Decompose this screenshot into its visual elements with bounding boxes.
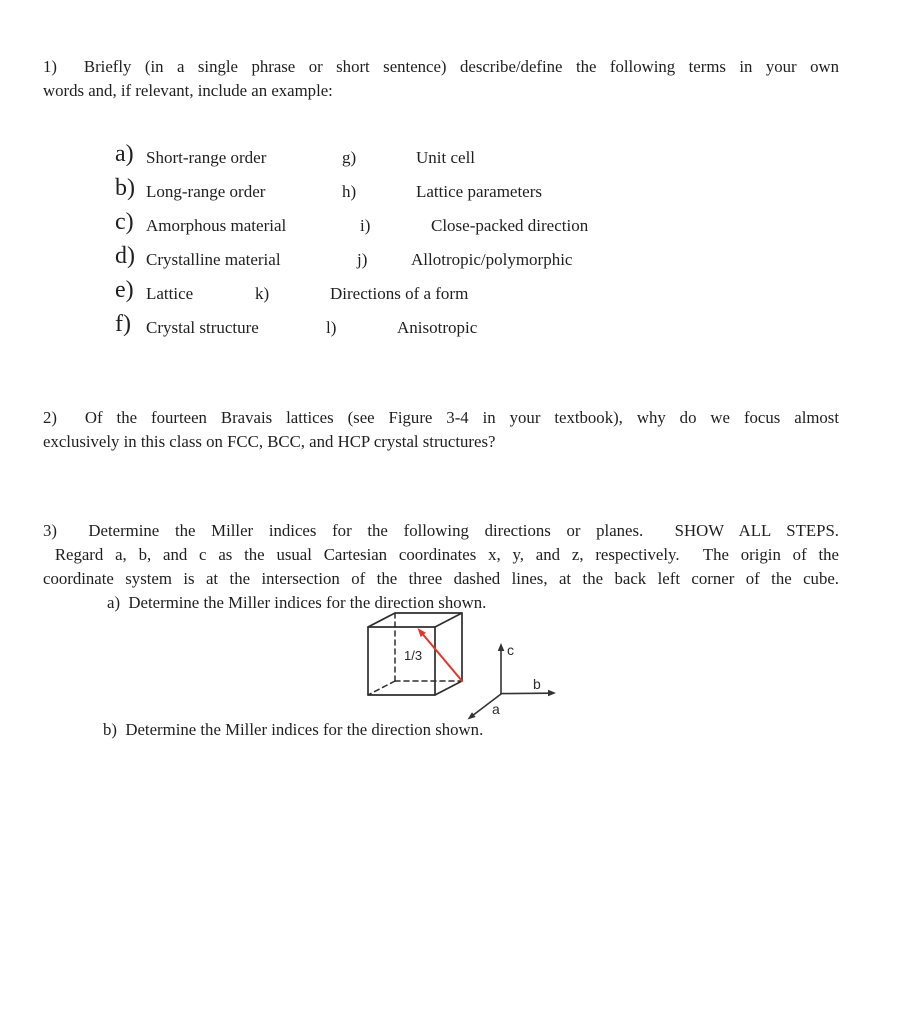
term-label-right: Anisotropic (397, 318, 478, 337)
term-row (0, 310, 907, 344)
question-2-paragraph (43, 406, 839, 454)
term-label-left: Crystal structure (146, 318, 259, 337)
question-3b-line: b) Determine the Miller indices for the direction shown. (103, 720, 484, 739)
direction-arrow-line (423, 635, 462, 682)
term-row (0, 242, 907, 276)
question-2-line-2: exclusively in this class on FCC, BCC, and HCP crystal structures? (43, 432, 496, 451)
term-letter-left: d) (115, 243, 135, 269)
question-2-line-1: 2) Of the fourteen Bravais lattices (see Figure 3-4 in your textbook), why do we focus almost (43, 408, 839, 427)
question-3a-line: a) Determine the Miller indices for the direction shown. (107, 593, 487, 612)
term-label-left: Lattice (146, 284, 194, 303)
question-1-paragraph (43, 55, 839, 103)
axis-c-label: c (507, 642, 514, 658)
term-letter-right: g) (342, 148, 357, 167)
miller-direction-figure (355, 601, 570, 728)
term-label-left: Amorphous material (146, 216, 287, 235)
term-row (0, 174, 907, 208)
question-1-line-1: 1) Briefly (in a single phrase or short sentence) describe/define the following terms in your own (43, 57, 839, 76)
term-label-left: Short-range order (146, 148, 267, 167)
term-letter-right: k) (255, 284, 270, 303)
term-label-right: Unit cell (416, 148, 476, 167)
term-letter-left: a) (115, 141, 134, 167)
term-letter-left: f) (115, 311, 131, 337)
axis-a-label: a (492, 701, 500, 717)
term-label-right: Allotropic/polymorphic (411, 250, 573, 269)
question-3-line-1: 3) Determine the Miller indices for the following directions or planes. SHOW ALL STEPS. (43, 521, 839, 540)
axis-c-arrowhead (498, 643, 505, 651)
question-1-line-2: words and, if relevant, include an example: (43, 81, 333, 100)
term-letter-right: l) (326, 318, 337, 337)
term-row (0, 276, 907, 310)
term-row (0, 208, 907, 242)
question-3-line-3: coordinate system is at the intersection of the three dashed lines, at the back left corner of the cube. (43, 569, 839, 588)
term-letter-left: c) (115, 209, 134, 235)
term-letter-right: j) (357, 250, 368, 269)
axis-b-arrowhead (548, 690, 556, 697)
term-label-left: Long-range order (146, 182, 266, 201)
term-label-right: Close-packed direction (431, 216, 589, 235)
axis-b-label: b (533, 676, 541, 692)
term-row (0, 140, 907, 174)
term-label-left: Crystalline material (146, 250, 281, 269)
term-label-right: Lattice parameters (416, 182, 543, 201)
term-letter-left: b) (115, 175, 135, 201)
term-letter-right: i) (360, 216, 371, 235)
term-label-right: Directions of a form (330, 284, 469, 303)
term-letter-right: h) (342, 182, 357, 201)
fraction-label: 1/3 (404, 648, 423, 663)
question-3-line-2: Regard a, b, and c as the usual Cartesian coordinates x, y, and z, respectively. The origin of the (43, 545, 839, 564)
term-letter-left: e) (115, 277, 134, 303)
